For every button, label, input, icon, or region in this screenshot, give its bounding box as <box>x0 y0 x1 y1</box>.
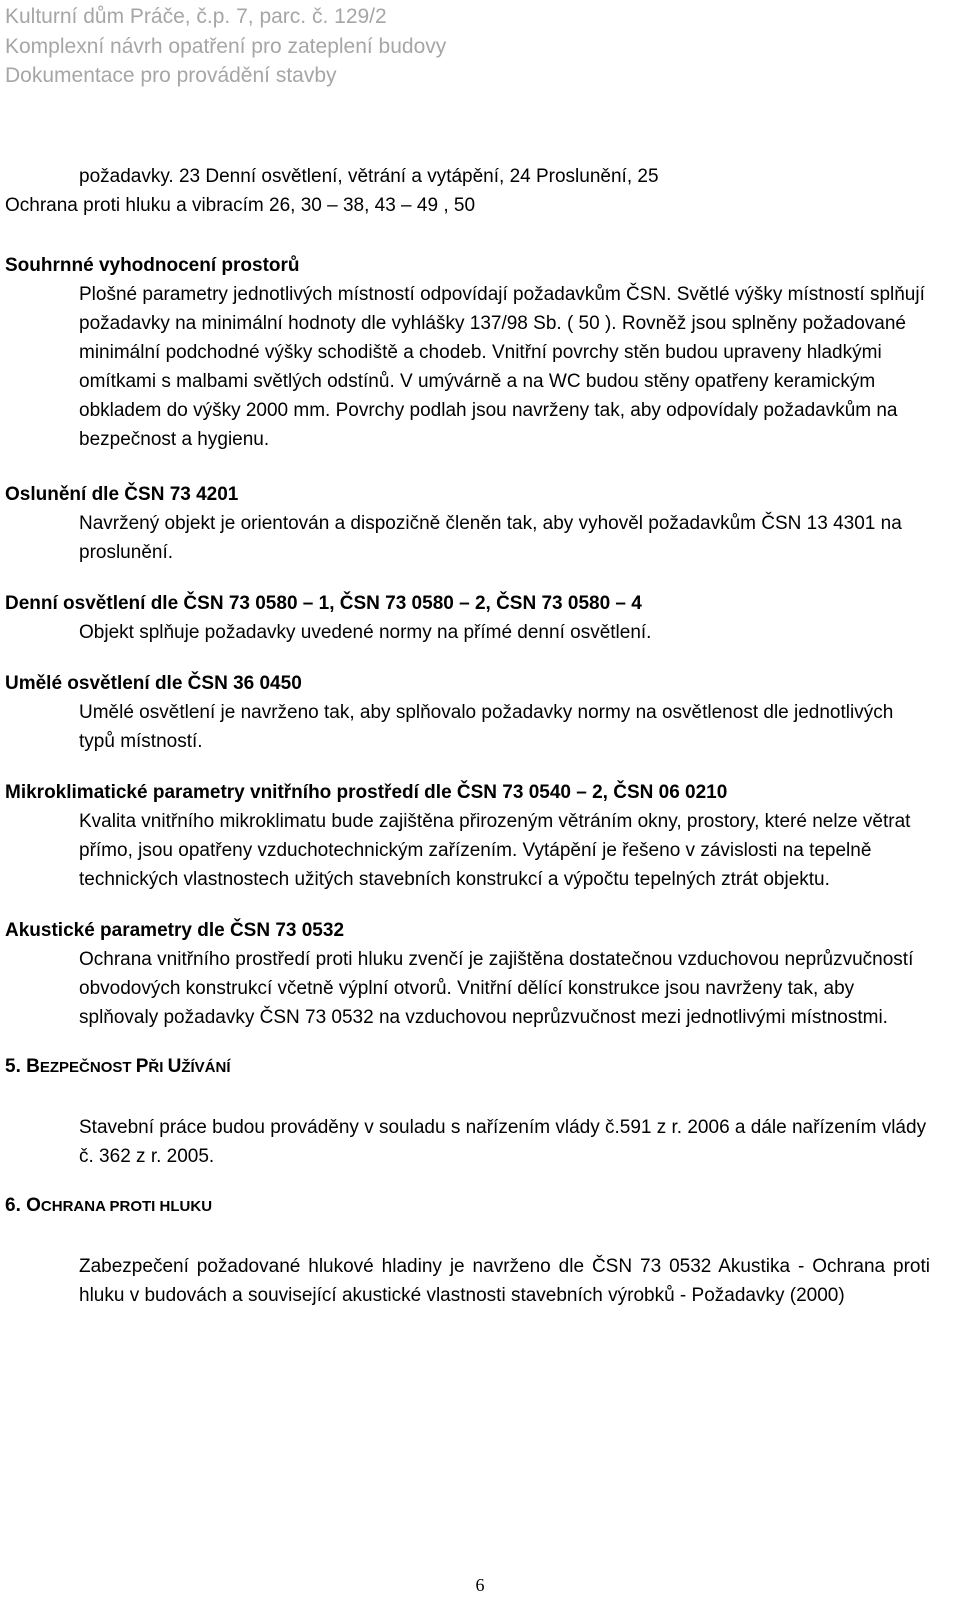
section-5-paragraph: Stavební práce budou prováděny v souladu s nařízením vlády č.591 z r. 2006 a dále nařízením vlády č. 362 z r. 2005. <box>79 1117 927 1167</box>
intro-line-1: požadavky. 23 Denní osvětlení, větrání a vytápění, 24 Proslunění, 25 <box>79 166 659 187</box>
document-body <box>5 162 930 1310</box>
header-doc-type-line: Dokumentace pro provádění stavby <box>5 64 337 87</box>
summary-heading: Souhrnné vyhodnocení prostorů <box>5 255 300 276</box>
denni-paragraph: Objekt splňuje požadavky uvedené normy na přímé denní osvětlení. <box>79 622 652 643</box>
umele-heading: Umělé osvětlení dle ČSN 36 0450 <box>5 673 302 694</box>
section-6-title: 6. OCHRANA PROTI HLUKU <box>5 1195 213 1216</box>
mikro-paragraph: Kvalita vnitřního mikroklimatu bude zajištěna přirozeným větráním okny, prostory, které nelze větrat přímo, jsou opatřeny vzduchotechnickým zařízením. Vytápění je řešeno v závislosti na tepelně technických vlastnostech užitých stavebních konstrukcí a výpočtu tepelných ztrát objektu. <box>79 811 911 890</box>
document-header <box>5 2 446 91</box>
akust-paragraph: Ochrana vnitřního prostředí proti hluku zvenčí je zajištěna dostatečnou vzduchovou neprůzvučností obvodových konstrukcí včetně výplní otvorů. Vnitřní dělící konstrukce jsou navrženy tak, aby splňovaly požadavky ČSN 73 0532 na vzduchovou neprůzvučnost mezi jednotlivými místnostmi. <box>79 949 914 1028</box>
oslun-heading: Oslunění dle ČSN 73 4201 <box>5 484 239 505</box>
summary-paragraph <box>5 280 930 454</box>
oslun-paragraph: Navržený objekt je orientován a dispozičně členěn tak, aby vyhověl požadavkům ČSN 13 4301 na proslunění. <box>79 513 902 563</box>
denni-heading: Denní osvětlení dle ČSN 73 0580 – 1, ČSN 73 0580 – 2, ČSN 73 0580 – 4 <box>5 593 642 614</box>
akust-heading: Akustické parametry dle ČSN 73 0532 <box>5 920 345 941</box>
summary-text: Plošné parametry jednotlivých místností odpovídají požadavkům ČSN. Světlé výšky místností splňují požadavky na minimální hodnoty dle vyhlášky 137/98 Sb. ( 50 ). Rovněž jsou splněny požadované minimální podchodné výšky schodiště a chodeb. Vnitřní povrchy stěn budou upraveny hladkými omítkami s malbami světlých odstínů. V umývárně a na WC budou stěny opatřeny keramickým obkladem do výšky 2000 mm. Povrchy podlah jsou navrženy tak, aby odpovídaly požadavkům na bezpečnost a hygienu. <box>79 284 925 450</box>
section-6-paragraph: Zabezpečení požadované hlukové hladiny je navrženo dle ČSN 73 0532 Akustika - Ochrana proti hluku v budovách a související akustické vlastnosti stavebních výrobků - Požadavky (2000) <box>79 1256 930 1306</box>
page-number: 6 <box>475 1575 485 1595</box>
mikro-heading: Mikroklimatické parametry vnitřního prostředí dle ČSN 73 0540 – 2, ČSN 06 0210 <box>5 782 728 803</box>
intro-line-2: Ochrana proti hluku a vibracím 26, 30 – 38, 43 – 49 , 50 <box>5 195 476 216</box>
umele-paragraph: Umělé osvětlení je navrženo tak, aby splňovalo požadavky normy na osvětlenost dle jednotlivých typů místností. <box>79 702 894 752</box>
section-5-title: 5. BEZPEČNOST PŘI UŽÍVÁNÍ <box>5 1056 231 1077</box>
header-project-line: Kulturní dům Práče, č.p. 7, parc. č. 129/2 <box>5 5 387 28</box>
header-subject-line: Komplexní návrh opatření pro zateplení budovy <box>5 34 447 58</box>
